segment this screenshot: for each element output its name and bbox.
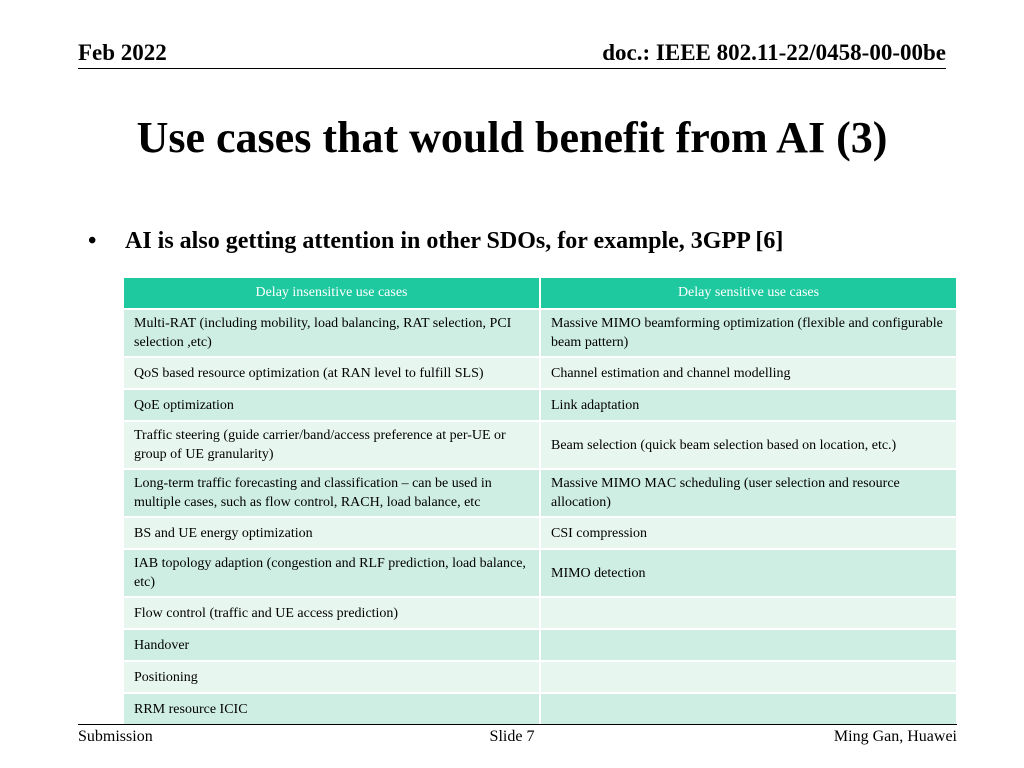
table-cell: Flow control (traffic and UE access prediction) xyxy=(124,597,540,629)
table-row xyxy=(124,597,957,629)
table-cell: QoS based resource optimization (at RAN level to fulfill SLS) xyxy=(124,357,540,389)
table-header-row xyxy=(124,278,957,309)
table-cell: Massive MIMO beamforming optimization (flexible and configurable beam pattern) xyxy=(540,309,957,357)
table-cell xyxy=(540,661,957,693)
table-row xyxy=(124,693,957,725)
table-row xyxy=(124,309,957,357)
table-row xyxy=(124,517,957,549)
table-cell: BS and UE energy optimization xyxy=(124,517,540,549)
table-row xyxy=(124,629,957,661)
table-cell: Massive MIMO MAC scheduling (user selection and resource allocation) xyxy=(540,469,957,517)
table-cell xyxy=(540,629,957,661)
table-cell: Traffic steering (guide carrier/band/access preference at per-UE or group of UE granularity) xyxy=(124,421,540,469)
table-cell: Multi-RAT (including mobility, load balancing, RAT selection, PCI selection ,etc) xyxy=(124,309,540,357)
footer-divider xyxy=(78,724,957,725)
header-date: Feb 2022 xyxy=(78,40,167,65)
table-row xyxy=(124,661,957,693)
table-cell: Link adaptation xyxy=(540,389,957,421)
table-cell xyxy=(540,597,957,629)
table-header-delay-insensitive: Delay insensitive use cases xyxy=(124,278,540,309)
slide-title: Use cases that would benefit from AI (3) xyxy=(136,113,888,162)
header-divider xyxy=(78,68,946,69)
table-row xyxy=(124,469,957,517)
table-row xyxy=(124,357,957,389)
footer-author: Ming Gan, Huawei xyxy=(833,728,957,745)
table-cell: MIMO detection xyxy=(540,549,957,597)
use-case-table xyxy=(124,278,958,726)
table-cell: RRM resource ICIC xyxy=(124,693,540,725)
table-cell: Long-term traffic forecasting and classification – can be used in multiple cases, such as flow control, RACH, load balance, etc xyxy=(124,469,540,517)
footer-submission: Submission xyxy=(78,728,153,745)
footer-slide-number: Slide 7 xyxy=(489,728,535,745)
table-cell: Beam selection (quick beam selection based on location, etc.) xyxy=(540,421,957,469)
table-cell: Handover xyxy=(124,629,540,661)
table-row xyxy=(124,549,957,597)
table-row xyxy=(124,389,957,421)
header-doc-id: doc.: IEEE 802.11-22/0458-00-00be xyxy=(602,40,946,65)
table-cell: CSI compression xyxy=(540,517,957,549)
table-cell xyxy=(540,693,957,725)
table-cell: IAB topology adaption (congestion and RLF prediction, load balance, etc) xyxy=(124,549,540,597)
table-row xyxy=(124,421,957,469)
table-cell: QoE optimization xyxy=(124,389,540,421)
bullet-icon: • xyxy=(88,228,97,254)
table-header-delay-sensitive: Delay sensitive use cases xyxy=(540,278,957,309)
table-cell: Positioning xyxy=(124,661,540,693)
bullet-text: AI is also getting attention in other SDOs, for example, 3GPP [6] xyxy=(125,228,784,254)
table-cell: Channel estimation and channel modelling xyxy=(540,357,957,389)
